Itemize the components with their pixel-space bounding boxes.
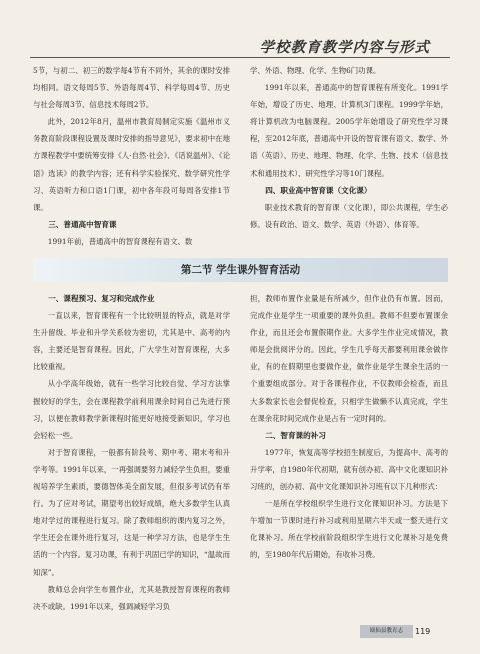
subsection-heading: 三、普通高中智育课 (48, 219, 117, 229)
subsection-heading: 四、职业高中智育课（文化课） (265, 185, 372, 195)
paragraph: 职业技术教育的智育课（文化课），即公共课程，学生必修。设有政治、语文、数学、英语（外语）、体育等。 (250, 202, 448, 229)
page-number: 119 (415, 627, 431, 636)
running-header-title: 学校教育教学内容与形式 (259, 39, 430, 56)
paragraph: 一是所在学校组织学生进行文化课知识补习。方法是下午增加一节课时进行补习或利用星期六半天或一整天进行文化课补习。所在学校前阶段组织学生进行文化课补习是免费的，至1980年代后期始，有收补习费。 (250, 499, 448, 560)
header-rule (30, 57, 450, 58)
top-left-column (33, 62, 230, 250)
paragraph: 担，教师布置作业量是有所减少，但作业仍有布置。因而，完成作业是学生一项重要的课外负担。教师不但要布置课余作业，而且还会布置假期作业。大多学生作业完成情况，教师是会批阅评分的。因此，学生几乎每天都要利用课余做作业，有的在假期里也要做作业，做作业是学生课余生活的一个重要组成部分。对于各课程作业，不仅教师会检查，而且大多数家长也会督促检查，只相学生做懒不认真完成，学生在课余花时间完成作业是占有一定时间的。 (250, 294, 448, 423)
paragraph: 1991年前，普通高中的智育课程有语文、数 (47, 236, 193, 246)
section-title: 第二节 学生课外智育活动 (180, 264, 301, 276)
footer-book-title: 瓯仙县教育志 (360, 625, 413, 638)
bottom-right-column (250, 290, 448, 564)
subsection-heading: 一、课程预习、复习和完成作业 (48, 294, 155, 303)
section-title-band (33, 258, 448, 282)
paragraph: 此外，2012年8月，温州市教育局制定实施《温州市义务教育阶段课程设置及课时安排的指导意见》，要求初中在地方课程教学中要统筹安排《人·自然·社会》、《话说温州》、《论语》选读》的教学内容；还有科学实验探究、数学研究性学习、英语听力和口语1门课，初中各年段可每周各安排1节课。 (33, 117, 230, 212)
paragraph: 一直以来，智育课程有一个比较明显的特点，就是对学生升留级、毕业和升学关系较为密切，尤其是中、高考的内容，主要还是智育课程。因此，广大学生对智育课程，大多比较重视。 (33, 311, 230, 372)
top-right-column (250, 62, 448, 233)
paragraph: 1991年以来，普通高中的智育课程有所变化。1991学年始，增设了历史、地理、计算机3门课程。1999学年始，将计算机改为电脑课程。2005学年始增设了研究性学习课程，至2012年底，普通高中开设的智育课有语文、数学、外语（英语）、历史、地理、物理、化学、生物、技术（信息技术和通用技术）、研究性学习等10门课程。 (250, 83, 448, 178)
subsection-heading: 二、智育课的补习 (265, 430, 326, 440)
paragraph: 对于智育课程，一般都有阶段考、期中考、期末考和升学考等。1991年以来，一再强调要努力减轻学生负担，要重视培养学生素质，要德智体美全面发展，但很多考试仍有举行。为了应对考试，期望考出较好成绩，绝大多数学生认真地对学过的课程进行复习。除了教师组织的课内复习之外，学生还会在课外进行复习，这是一种学习方法，也是学生生活的一个内容。复习功课，有利于巩固已学的知识，“温故而知深”。 (33, 447, 230, 577)
bottom-left-column (33, 290, 230, 615)
paragraph: 学、外语、物理、化学、生物6门功课。 (250, 66, 381, 75)
paragraph: 5节，与初二、初三的数学每4节有不同外，其余的课时安排均相同。语文每周5节、外语每周4节、科学每周4节、历史与社会每周3节、信息技术每周2节。 (33, 66, 230, 110)
paragraph: 1977年，恢复高等学校招生制度后，为提高中、高考的升学率，自1980年代初期，就有创办初、高中文化课知识补习班的，创办初、高中文化课知识补习班有以下几种形式： (250, 447, 448, 492)
paragraph: 教师总会向学生布置作业，尤其是教授智育课程的教师决不或缺。1991年以来，强调减轻学习负 (33, 584, 230, 611)
paragraph: 从小学高年级始，就有一些学习比较自觉、学习方法掌握较好的学生，会在课程教学前利用课余时间自己先进行预习，以便在教师教学新课程时能更好地接受新知识，学习也会轻松一些。 (33, 379, 230, 440)
